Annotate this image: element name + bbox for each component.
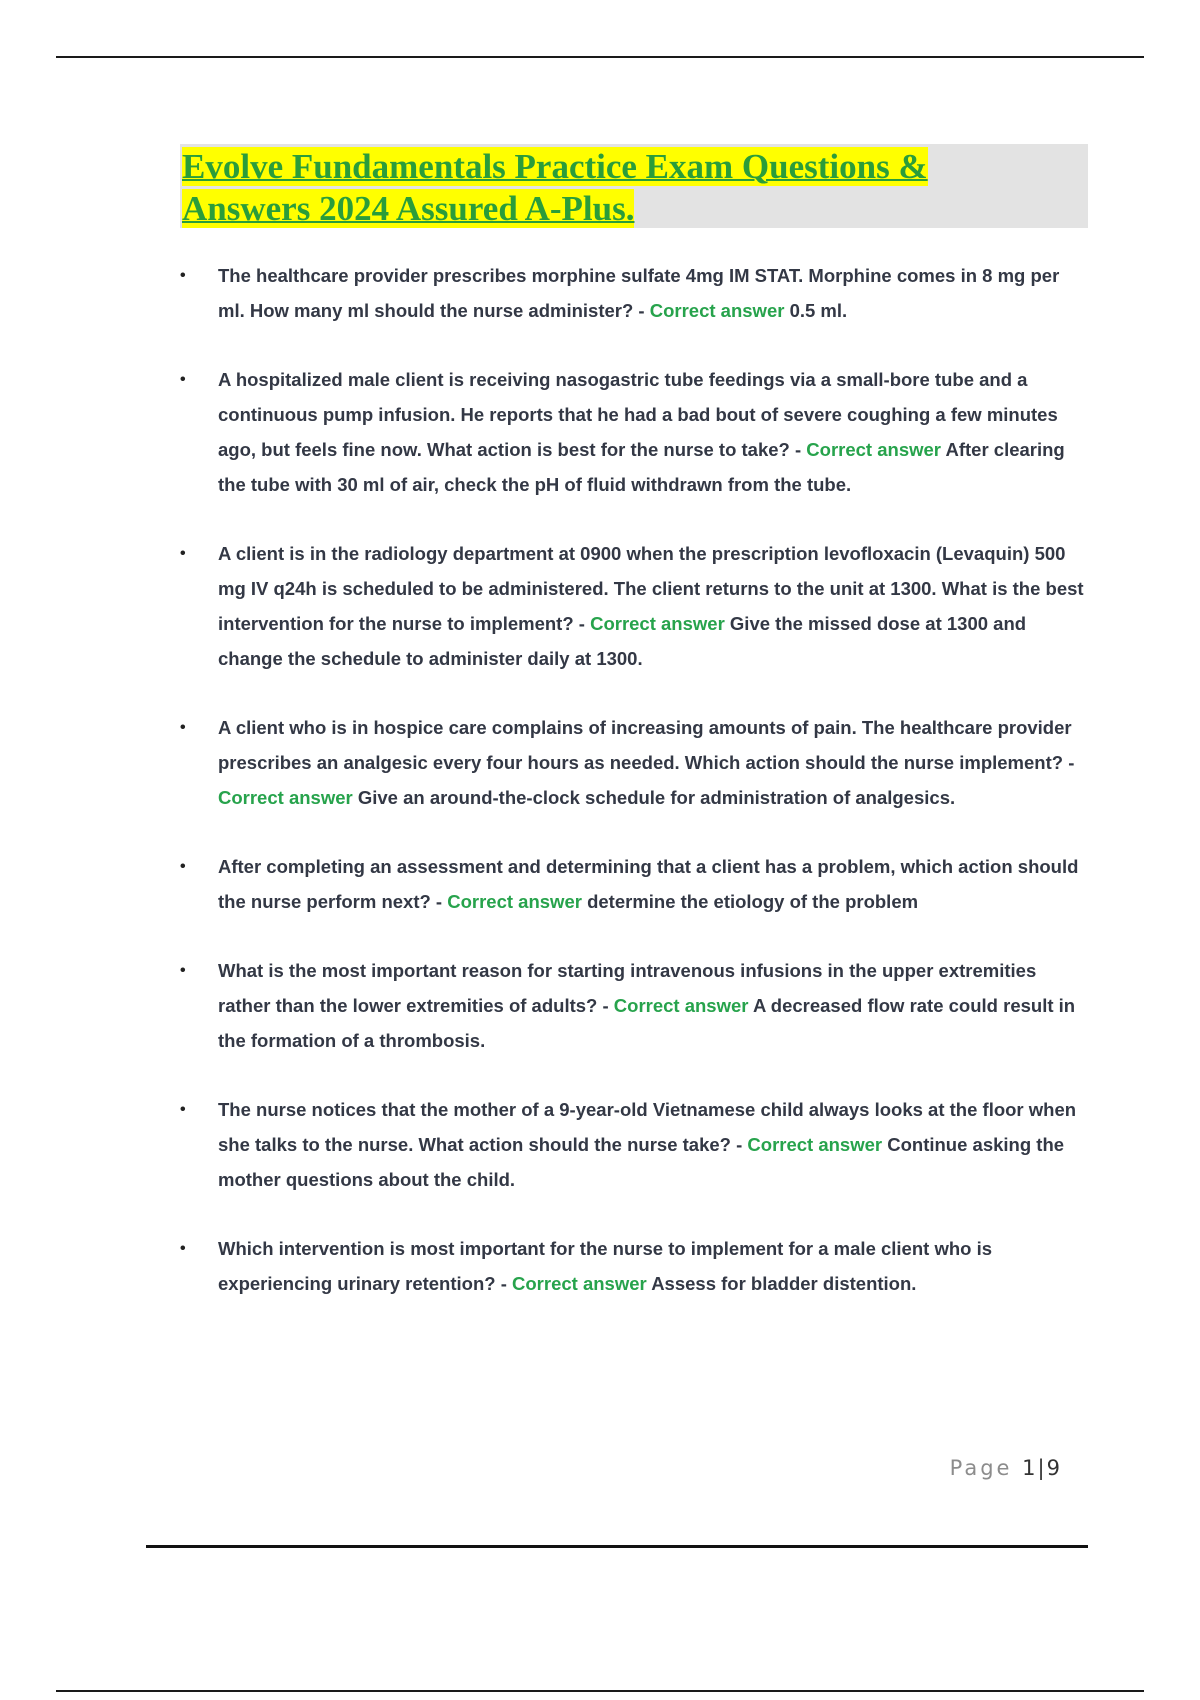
bottom-divider [56, 1690, 1144, 1692]
question-text: The healthcare provider prescribes morphine sulfate 4mg IM STAT. Morphine comes in 8 mg per ml. How many ml should the nurse administer? - [218, 265, 1060, 321]
bullet-icon: • [180, 1101, 186, 1118]
qa-item [180, 1231, 1090, 1301]
bullet-icon: • [180, 371, 186, 388]
qa-item [180, 258, 1090, 328]
page-total: 9 [1046, 1456, 1060, 1480]
answer-text: A decreased flow rate could result in the formation of a thrombosis. [218, 995, 1076, 1051]
document-title: Evolve Fundamentals Practice Exam Questions & Answers 2024 Assured A-Plus. [182, 147, 928, 228]
bullet-icon: • [180, 267, 186, 284]
bullet-icon: • [180, 1240, 186, 1257]
answer-label: Correct answer [649, 300, 785, 321]
answer-label: Correct answer [590, 613, 725, 634]
bullet-icon: • [180, 962, 186, 979]
answer-text: After clearing the tube with 30 ml of air, check the pH of fluid withdrawn from the tube. [218, 439, 1065, 495]
bullet-icon: • [180, 858, 186, 875]
answer-text: Give an around-the-clock schedule for administration of analgesics. [357, 787, 956, 808]
answer-text: Continue asking the mother questions about the child. [218, 1134, 1065, 1190]
qa-item [180, 1092, 1090, 1197]
answer-label: Correct answer [806, 439, 941, 460]
bullet-icon: • [180, 719, 186, 736]
footer-divider [146, 1545, 1088, 1548]
qa-item [180, 710, 1090, 815]
answer-text: determine the etiology of the problem [587, 891, 919, 912]
answer-text: 0.5 ml. [789, 300, 848, 321]
qa-item [180, 849, 1090, 919]
answer-text: Assess for bladder distention. [651, 1273, 917, 1294]
qa-item [180, 953, 1090, 1058]
page-number [880, 1456, 1060, 1480]
question-text: The nurse notices that the mother of a 9-year-old Vietnamese child always looks at the floor when she talks to the nurse. What action should the nurse take? - [218, 1099, 1077, 1155]
page-word: Page [949, 1456, 1013, 1480]
top-divider [56, 56, 1144, 58]
page-current: 1 [1022, 1456, 1036, 1480]
qa-item [180, 362, 1090, 502]
question-text: A client who is in hospice care complains of increasing amounts of pain. The healthcare provider prescribes an analgesic every four hours as needed. Which action should the nurse implement? - [218, 717, 1075, 773]
answer-label: Correct answer [747, 1134, 883, 1155]
question-text: Which intervention is most important for the nurse to implement for a male client who is experiencing urinary retention? - [218, 1238, 993, 1294]
answer-label: Correct answer [613, 995, 749, 1016]
answer-text: Give the missed dose at 1300 and change the schedule to administer daily at 1300. [218, 613, 1027, 669]
answer-label: Correct answer [447, 891, 582, 912]
qa-list [180, 258, 1090, 1335]
question-text: A hospitalized male client is receiving nasogastric tube feedings via a small-bore tube and a continuous pump infusion. He reports that he had a bad bout of severe coughing a few minutes ago, but feels fine now. What action is best for the nurse to take? - [218, 369, 1058, 460]
bullet-icon: • [180, 545, 186, 562]
qa-item [180, 536, 1090, 676]
answer-label: Correct answer [218, 787, 353, 808]
answer-label: Correct answer [512, 1273, 647, 1294]
question-text: After completing an assessment and determining that a client has a problem, which action should the nurse perform next? - [218, 856, 1079, 912]
question-text: A client is in the radiology department at 0900 when the prescription levofloxacin (Levaquin) 500 mg IV q24h is scheduled to be administered. The client returns to the unit at 1300. What is the best intervention for the nurse to implement? - [218, 543, 1084, 634]
question-text: What is the most important reason for starting intravenous infusions in the upper extremities rather than the lower extremities of adults? - [218, 960, 1037, 1016]
page-separator: | [1037, 1456, 1045, 1480]
